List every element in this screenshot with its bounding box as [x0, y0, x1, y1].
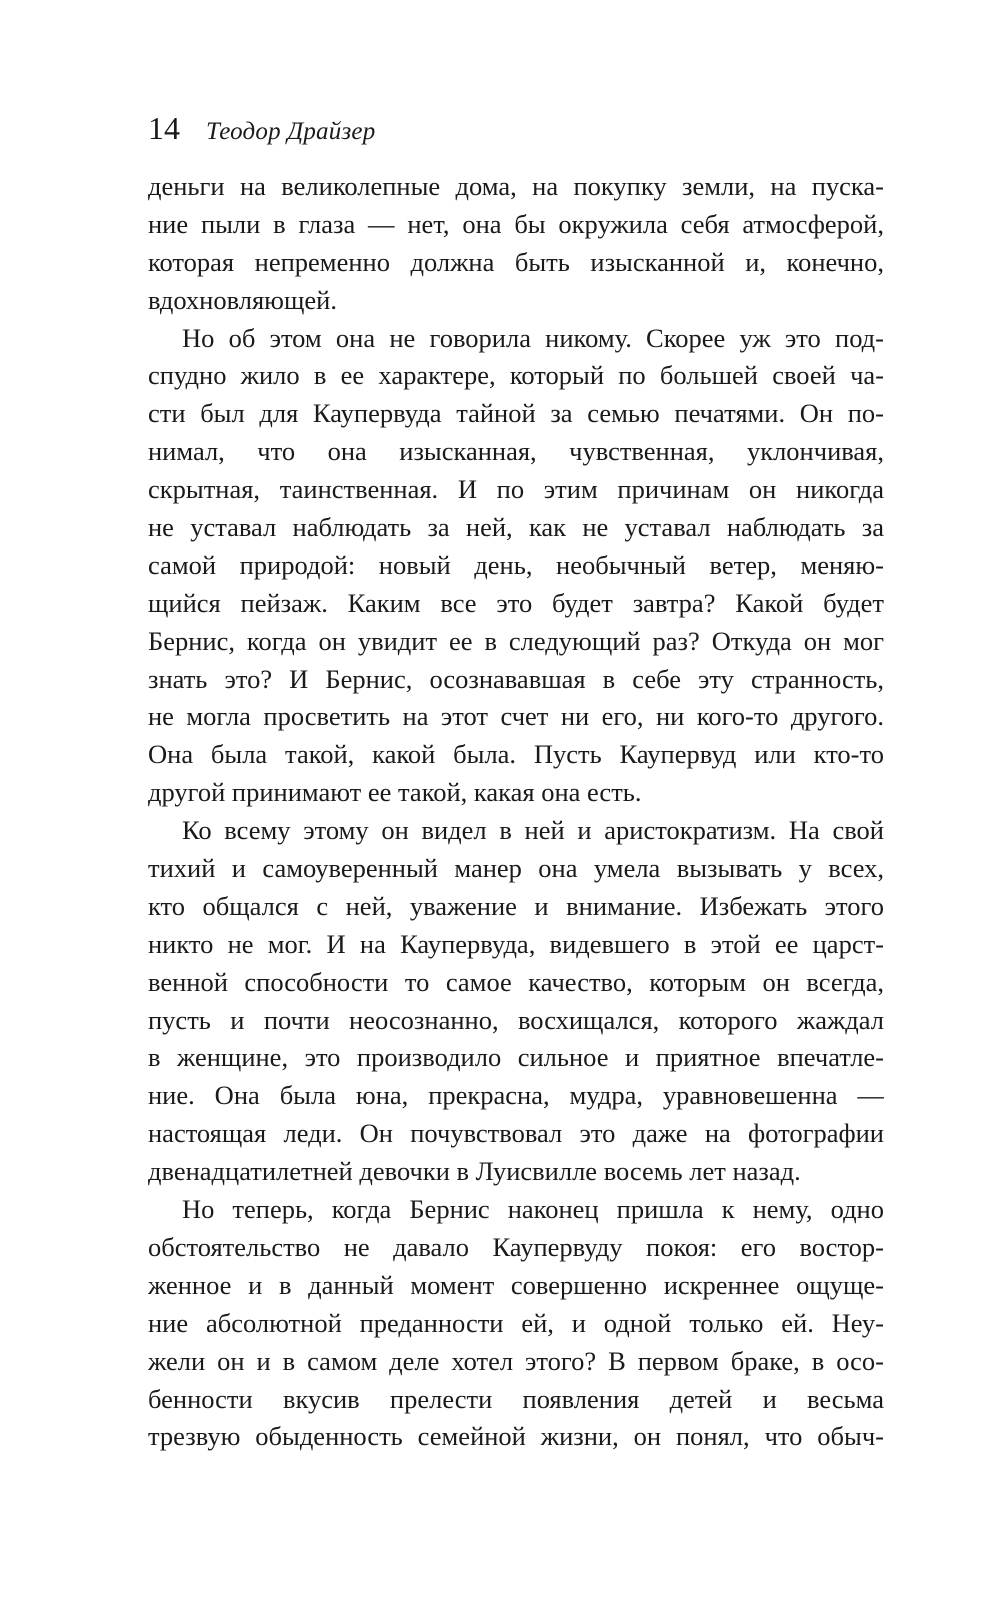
text-line: жели он и в самом деле хотел этого? В первом браке, в осо-: [148, 1345, 884, 1376]
text-line: сти был для Каупервуда тайной за семью печатями. Он по-: [148, 398, 884, 429]
text-line: спудно жило в ее характере, который по большей своей ча-: [148, 360, 884, 391]
text-line: ние пыли в глаза — нет, она бы окружила себя атмосферой,: [148, 208, 884, 239]
text-line: трезвую обыденность семейной жизни, он понял, что обыч-: [148, 1421, 884, 1452]
text-line: скрытная, таинственная. И по этим причинам он никогда: [148, 474, 884, 505]
text-line: ние. Она была юна, прекрасна, мудра, уравновешенна —: [148, 1080, 884, 1111]
text-line: нимал, что она изысканная, чувственная, уклончивая,: [148, 436, 884, 467]
text-line: никто не мог. И на Каупервуда, видевшего в этой ее царст-: [148, 928, 884, 959]
text-line: ние абсолютной преданности ей, и одной только ей. Неу-: [148, 1307, 884, 1338]
text-line: Но об этом она не говорила никому. Скорее уж это под-: [182, 322, 884, 353]
text-line: двенадцатилетней девочки в Луисвилле восемь лет назад.: [148, 1156, 801, 1187]
text-line: в женщине, это производило сильное и приятное впечатле-: [148, 1042, 884, 1073]
text-line: Бернис, когда он увидит ее в следующий раз? Откуда он мог: [148, 625, 884, 656]
text-line: женное и в данный момент совершенно искреннее ощуще-: [148, 1269, 884, 1300]
running-title: Теодор Драйзер: [206, 118, 376, 145]
text-line: не уставал наблюдать за ней, как не уставал наблюдать за: [148, 512, 884, 543]
text-line: Она была такой, какой была. Пусть Каупервуд или кто-то: [148, 739, 884, 770]
body-text: [148, 168, 884, 1456]
text-line: венной способности то самое качество, которым он всегда,: [148, 966, 884, 997]
text-line: бенности вкусив прелести появления детей и весьма: [148, 1383, 884, 1414]
text-line: которая непременно должна быть изысканной и, конечно,: [148, 246, 884, 277]
text-line: тихий и самоуверенный манер она умела вызывать у всех,: [148, 853, 884, 884]
text-line: вдохновляющей.: [148, 284, 337, 315]
text-line: Ко всему этому он видел в ней и аристократизм. На свой: [182, 815, 884, 846]
text-line: обстоятельство не давало Каупервуду покоя: его востор-: [148, 1231, 884, 1262]
text-line: кто общался с ней, уважение и внимание. Избежать этого: [148, 890, 884, 921]
text-line: Но теперь, когда Бернис наконец пришла к нему, одно: [182, 1194, 884, 1225]
text-line: деньги на великолепные дома, на покупку земли, на пуска-: [148, 171, 884, 201]
text-line: не могла просветить на этот счет ни его, ни кого-то другого.: [148, 701, 884, 732]
text-line: знать это? И Бернис, осознававшая в себе эту странность,: [148, 663, 884, 694]
text-line: другой принимают ее такой, какая она есть.: [148, 777, 642, 808]
text-line: пусть и почти неосознанно, восхищался, которого жаждал: [148, 1004, 884, 1035]
page-number: 14: [148, 110, 180, 146]
text-line: самой природой: новый день, необычный ветер, меняю-: [148, 549, 884, 580]
text-line: настоящая леди. Он почувствовал это даже на фотографии: [148, 1118, 884, 1149]
text-line: щийся пейзаж. Каким все это будет завтра? Какой будет: [148, 587, 884, 618]
page-header: [148, 110, 375, 150]
